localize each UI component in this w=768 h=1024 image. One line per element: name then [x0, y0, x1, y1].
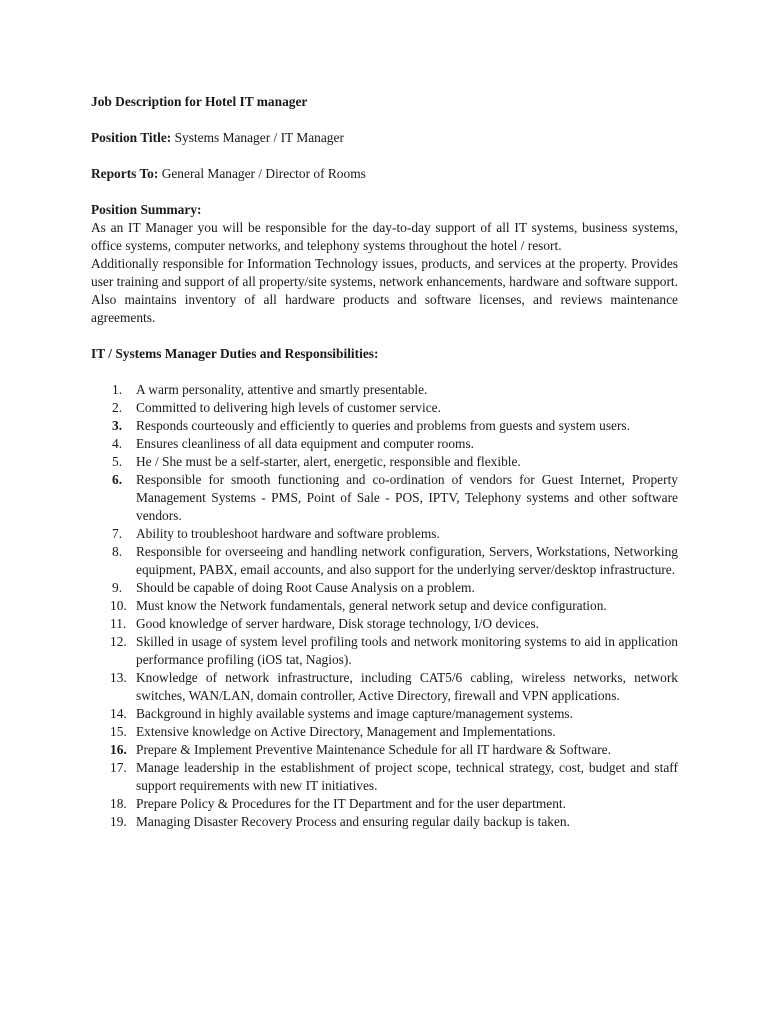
document-page	[91, 93, 678, 831]
duty-text: Skilled in usage of system level profiling tools and network monitoring systems to aid in application performance profiling (iOS tat, Nagios).	[136, 634, 678, 667]
duty-item	[91, 399, 678, 417]
duty-item	[91, 669, 678, 705]
duty-text: Ability to troubleshoot hardware and software problems.	[136, 526, 440, 541]
reports-to-label: Reports To:	[91, 166, 159, 181]
document-title: Job Description for Hotel IT manager	[91, 94, 308, 109]
summary-paragraph-1: As an IT Manager you will be responsible for the day-to-day support of all IT systems, business systems, office systems, computer networks, and telephony systems throughout the hotel / resort.	[91, 220, 678, 253]
duty-item	[91, 705, 678, 723]
duty-number: 1.	[112, 382, 123, 397]
position-title-label: Position Title:	[91, 130, 172, 145]
duty-text: Should be capable of doing Root Cause Analysis on a problem.	[136, 580, 475, 595]
duty-text: Extensive knowledge on Active Directory, Management and Implementations.	[136, 724, 556, 739]
duty-number: 13.	[110, 670, 127, 685]
duty-number: 18.	[110, 796, 127, 811]
duties-heading: IT / Systems Manager Duties and Responsibilities:	[91, 346, 379, 361]
duty-text: Good knowledge of server hardware, Disk storage technology, I/O devices.	[136, 616, 539, 631]
duty-number: 11.	[110, 616, 127, 631]
duty-number: 12.	[110, 634, 127, 649]
duty-number: 15.	[110, 724, 127, 739]
summary-paragraph-2: Additionally responsible for Information Technology issues, products, and services at the property. Provides user training and support of all property/site systems, network enhancements, hardware and software support. Also maintains inventory of all hardware products and software licenses, and reviews maintenance agreements.	[91, 256, 678, 325]
duty-text: Responsible for overseeing and handling network configuration, Servers, Workstations, Networking equipment, PABX, email accounts, and also support for the underlying server/desktop infrastructure.	[136, 544, 678, 577]
duty-item	[91, 795, 678, 813]
duty-item	[91, 633, 678, 669]
duty-text: Knowledge of network infrastructure, including CAT5/6 cabling, wireless networks, network switches, WAN/LAN, domain controller, Active Directory, firewall and VPN applications.	[136, 670, 678, 703]
duty-number: 19.	[110, 814, 127, 829]
reports-to-field	[91, 165, 678, 183]
duty-number: 6.	[112, 472, 123, 487]
duty-item	[91, 453, 678, 471]
duty-text: Must know the Network fundamentals, general network setup and device configuration.	[136, 598, 607, 613]
duty-number: 10.	[110, 598, 127, 613]
duty-text: Managing Disaster Recovery Process and ensuring regular daily backup is taken.	[136, 814, 570, 829]
position-title-field	[91, 129, 678, 147]
duty-text: He / She must be a self-starter, alert, energetic, responsible and flexible.	[136, 454, 521, 469]
duty-text: Prepare Policy & Procedures for the IT Department and for the user department.	[136, 796, 566, 811]
duties-list	[91, 381, 678, 831]
duty-item	[91, 723, 678, 741]
duty-item	[91, 471, 678, 525]
duty-number: 2.	[112, 400, 123, 415]
duty-item	[91, 579, 678, 597]
duty-text: Background in highly available systems and image capture/management systems.	[136, 706, 573, 721]
duty-item	[91, 435, 678, 453]
duty-number: 8.	[112, 544, 123, 559]
duty-item	[91, 741, 678, 759]
summary-heading: Position Summary:	[91, 202, 202, 217]
duty-item	[91, 525, 678, 543]
duty-item	[91, 759, 678, 795]
duty-number: 3.	[112, 418, 123, 433]
position-title-value: Systems Manager / IT Manager	[171, 130, 344, 145]
reports-to-value: General Manager / Director of Rooms	[158, 166, 366, 181]
duty-number: 17.	[110, 760, 127, 775]
duty-text: Manage leadership in the establishment of project scope, technical strategy, cost, budget and staff support requirements with new IT initiatives.	[136, 760, 678, 793]
duty-number: 14.	[110, 706, 127, 721]
duty-item	[91, 381, 678, 399]
duty-text: Ensures cleanliness of all data equipment and computer rooms.	[136, 436, 475, 451]
duty-number: 4.	[112, 436, 123, 451]
duty-number: 9.	[112, 580, 123, 595]
duty-text: Prepare & Implement Preventive Maintenance Schedule for all IT hardware & Software.	[136, 742, 611, 757]
duty-item	[91, 597, 678, 615]
duty-item	[91, 417, 678, 435]
duty-text: A warm personality, attentive and smartly presentable.	[136, 382, 428, 397]
duty-item	[91, 615, 678, 633]
duty-number: 7.	[112, 526, 123, 541]
duty-text: Responsible for smooth functioning and co-ordination of vendors for Guest Internet, Property Management Systems - PMS, Point of Sale - POS, IPTV, Telephony systems and other software vendors.	[136, 472, 678, 523]
duty-item	[91, 813, 678, 831]
duty-item	[91, 543, 678, 579]
duty-text: Responds courteously and efficiently to queries and problems from guests and system users.	[136, 418, 630, 433]
duty-number: 5.	[112, 454, 123, 469]
duty-number: 16.	[110, 742, 127, 757]
duty-text: Committed to delivering high levels of customer service.	[136, 400, 441, 415]
